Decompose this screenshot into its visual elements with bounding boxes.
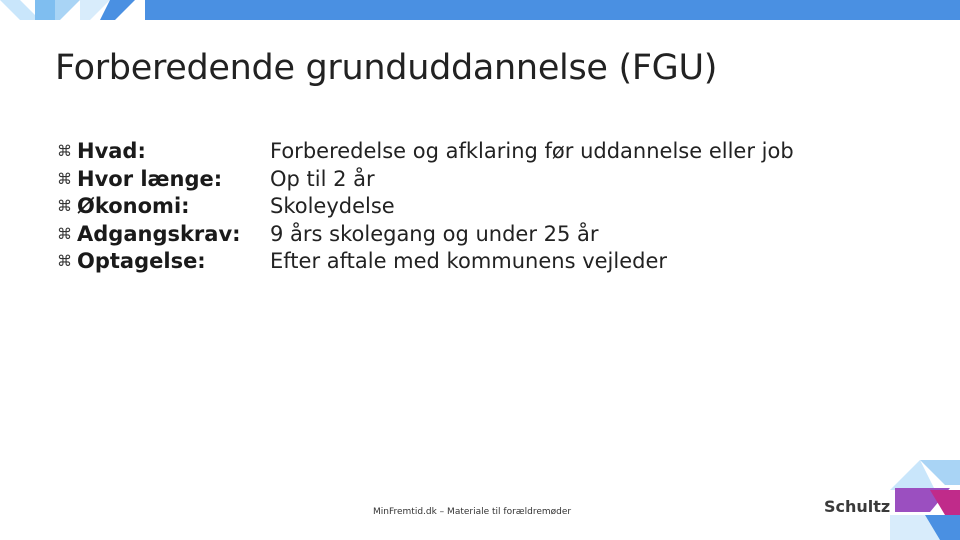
item-value: Skoleydelse <box>270 194 395 218</box>
item-label: Adgangskrav: <box>77 221 241 246</box>
command-bullet-icon: ⌘ <box>57 252 72 270</box>
item-value: Efter aftale med kommunens vejleder <box>270 249 668 273</box>
schultz-logo: Schultz <box>824 497 891 516</box>
item-value: 9 års skolegang og under 25 år <box>270 221 599 246</box>
command-bullet-icon: ⌘ <box>57 224 72 243</box>
item-label: Hvad: <box>77 139 146 163</box>
command-bullet-icon: ⌘ <box>57 169 72 188</box>
item-label: Hvor længe: <box>77 166 223 191</box>
item-value: Op til 2 år <box>270 166 375 191</box>
top-accent-bar <box>145 0 960 20</box>
item-label: Optagelse: <box>77 249 206 273</box>
slide-title: Forberedende grunduddannelse (FGU) <box>55 48 718 88</box>
command-bullet-icon: ⌘ <box>57 197 72 215</box>
command-bullet-icon: ⌘ <box>57 142 72 160</box>
top-left-decoration <box>0 0 145 20</box>
item-label: Økonomi: <box>77 194 190 218</box>
footer-text: MinFremtid.dk – Materiale til forældremøder <box>373 507 572 517</box>
item-value: Forberedelse og afklaring før uddannelse eller job <box>270 139 794 163</box>
bottom-right-decoration <box>890 460 960 540</box>
